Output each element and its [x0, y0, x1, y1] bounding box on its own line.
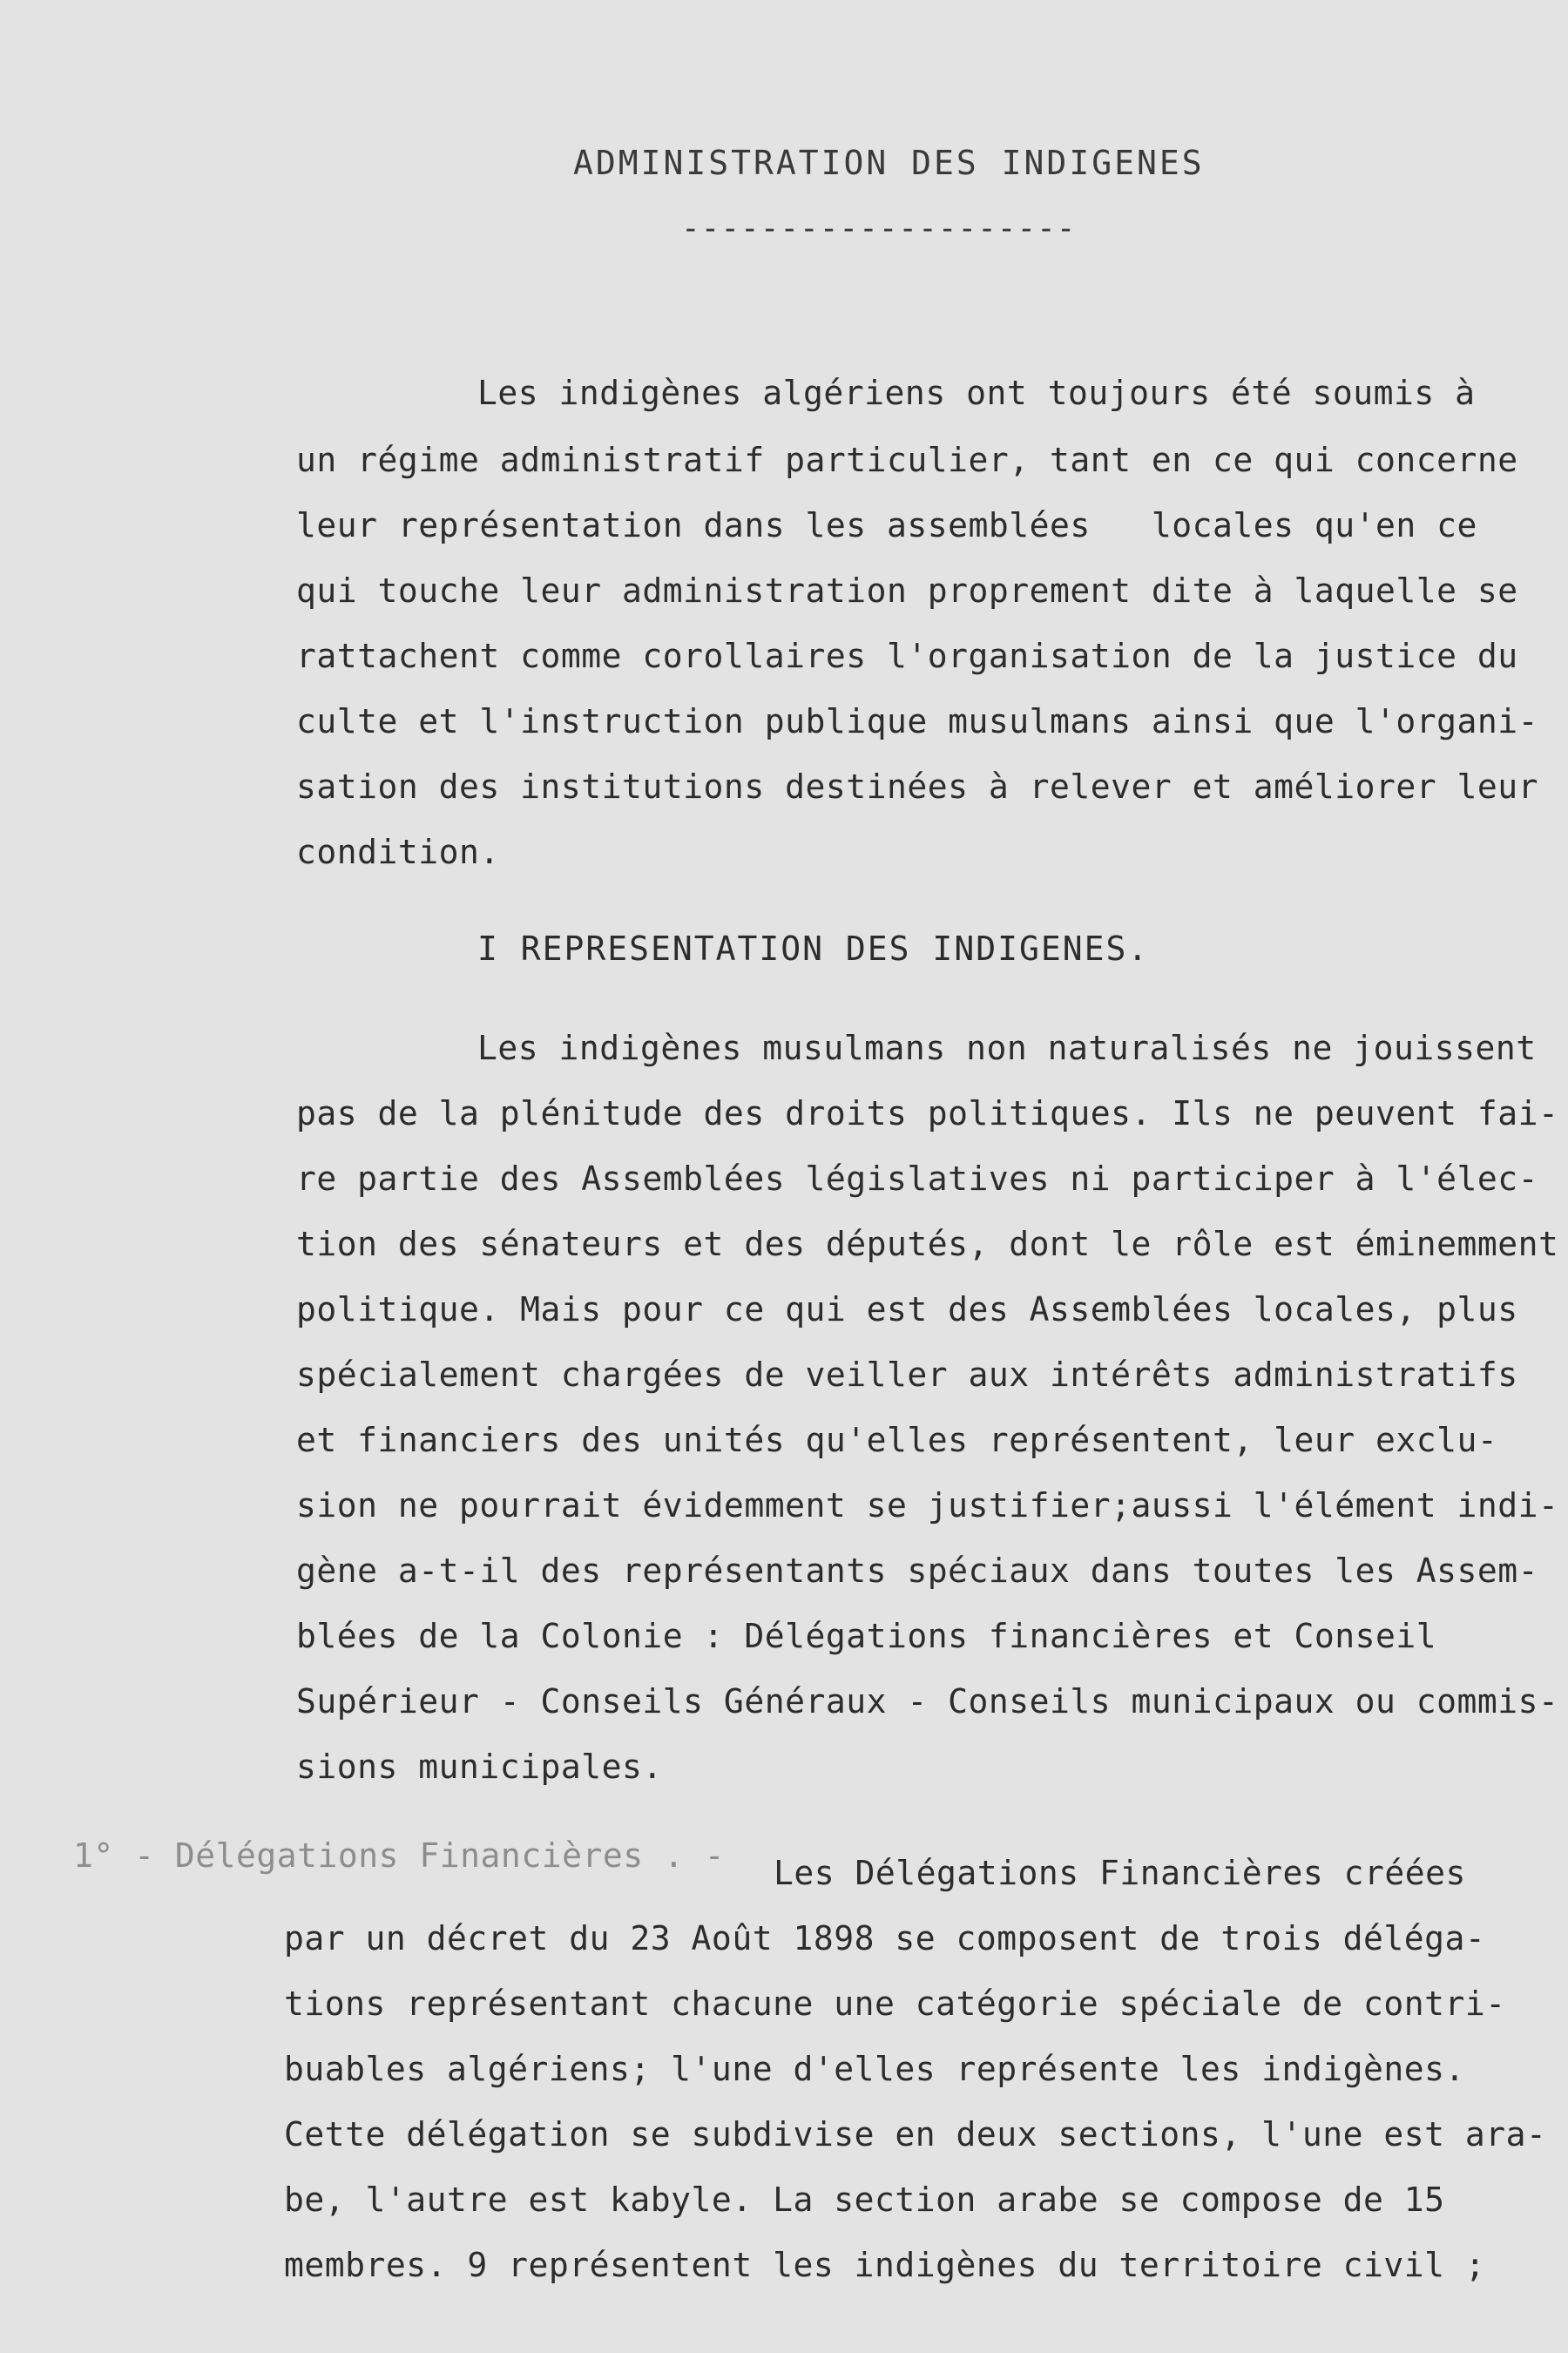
paragraph-3-line: be, l'autre est kabyle. La section arabe se compose de 15 — [284, 2181, 1445, 2219]
paragraph-2-line: et financiers des unités qu'elles représentent, leur exclu- — [296, 1421, 1498, 1459]
paragraph-2-line: sion ne pourrait évidemment se justifier;aussi l'élément indi- — [296, 1486, 1559, 1525]
paragraph-3-line: Cette délégation se subdivise en deux sections, l'une est ara- — [284, 2115, 1547, 2154]
paragraph-1-line: rattachent comme corollaires l'organisation de la justice du — [296, 637, 1518, 675]
paragraph-2-line: spécialement chargées de veiller aux intérêts administratifs — [296, 1356, 1518, 1394]
document-title: ADMINISTRATION DES INDIGENES — [573, 144, 1205, 182]
paragraph-2-line: Les indigènes musulmans non naturalisés ne jouissent — [477, 1029, 1537, 1067]
paragraph-3-line: buables algériens; l'une d'elles représente les indigènes. — [284, 2050, 1465, 2088]
paragraph-1-line: un régime administratif particulier, tant en ce qui concerne — [296, 441, 1518, 479]
paragraph-2-line: sions municipales. — [296, 1748, 663, 1786]
paragraph-2-line: tion des sénateurs et des députés, dont le rôle est éminemment — [296, 1225, 1559, 1263]
paragraph-3-line: Les Délégations Financières créées — [774, 1854, 1466, 1892]
paragraph-2-line: Supérieur - Conseils Généraux - Conseils municipaux ou commis- — [296, 1682, 1559, 1721]
paragraph-1-line: Les indigènes algériens ont toujours été soumis à — [477, 374, 1476, 412]
paragraph-2-line: politique. Mais pour ce qui est des Assemblées locales, plus — [296, 1290, 1518, 1329]
paragraph-1-line: qui touche leur administration proprement dite à laquelle se — [296, 571, 1518, 610]
paragraph-1-line: culte et l'instruction publique musulmans ainsi que l'organi- — [296, 702, 1539, 740]
item-1-label: 1° - Délégations Financières . - — [73, 1836, 726, 1875]
paragraph-1-line: leur représentation dans les assemblées locales qu'en ce — [296, 506, 1477, 544]
section-heading: I REPRESENTATION DES INDIGENES. — [477, 930, 1150, 968]
title-underline: -------------------- — [681, 211, 1077, 247]
paragraph-3-line: membres. 9 représentent les indigènes du territoire civil ; — [284, 2246, 1486, 2284]
paragraph-1-line: condition. — [296, 833, 500, 871]
paragraph-2-line: blées de la Colonie : Délégations financières et Conseil — [296, 1617, 1437, 1655]
paragraph-2-line: gène a-t-il des représentants spéciaux dans toutes les Assem- — [296, 1552, 1539, 1590]
paragraph-2-line: re partie des Assemblées législatives ni participer à l'élec- — [296, 1160, 1539, 1198]
paragraph-3-line: par un décret du 23 Août 1898 se composent de trois déléga- — [284, 1919, 1486, 1957]
paragraph-3-line: tions représentant chacune une catégorie spéciale de contri- — [284, 1984, 1506, 2023]
paragraph-2-line: pas de la plénitude des droits politiques. Ils ne peuvent fai- — [296, 1094, 1559, 1133]
paragraph-1-line: sation des institutions destinées à relever et améliorer leur — [296, 767, 1539, 806]
